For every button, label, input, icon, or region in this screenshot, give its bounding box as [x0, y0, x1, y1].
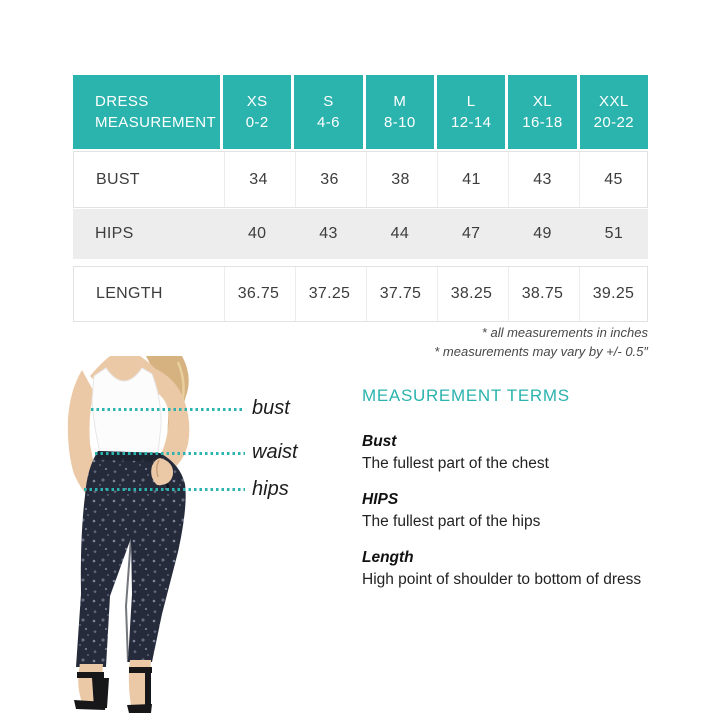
length-xs: 36.75: [224, 267, 292, 321]
header-cell-dress-measurement: [73, 75, 220, 149]
length-l: 38.25: [437, 267, 505, 321]
footnote-units: * all measurements in inches: [481, 325, 648, 340]
table-row-length: [73, 266, 648, 322]
hips-xxl: 51: [604, 225, 624, 242]
size-code: L: [466, 93, 476, 110]
size-table: [73, 75, 648, 322]
size-range: 16-18: [522, 114, 563, 131]
term-bust-definition: The fullest part of the chest: [362, 455, 549, 472]
term-length-definition: High point of shoulder to bottom of dress: [362, 571, 642, 588]
length-s: 37.25: [295, 267, 363, 321]
header-label-line1: DRESS: [95, 93, 149, 110]
header-cell-xl: [508, 75, 576, 149]
measurement-terms-section: [362, 386, 672, 607]
measurement-terms-heading: MEASUREMENT TERMS: [362, 386, 570, 405]
size-range: 0-2: [245, 114, 269, 131]
footnote-tolerance: * measurements may vary by +/- 0.5″: [434, 344, 648, 359]
waist-measurement-line: [95, 452, 245, 455]
row-label-hips: HIPS: [95, 225, 134, 242]
term-hips-name: HIPS: [362, 491, 399, 508]
size-table-header-row: [73, 75, 648, 149]
size-code: XL: [532, 93, 553, 110]
table-row-hips: [73, 209, 648, 259]
hips-measurement-line: [84, 488, 245, 491]
bust-s: 36: [295, 152, 363, 207]
row-label-length: LENGTH: [96, 285, 163, 302]
size-code: S: [323, 93, 334, 110]
bust-xl: 43: [508, 152, 576, 207]
hips-xl: 49: [533, 225, 552, 242]
hips-xs: 40: [247, 225, 267, 242]
bust-m: 38: [366, 152, 434, 207]
header-cell-xxl: [580, 75, 648, 149]
header-cell-m: [366, 75, 434, 149]
bust-xxl: 45: [579, 152, 647, 207]
bust-l: 41: [437, 152, 505, 207]
length-m: 37.75: [366, 267, 434, 321]
size-range: 4-6: [317, 114, 340, 131]
bust-xs: 34: [224, 152, 292, 207]
size-code: M: [393, 93, 407, 110]
size-range: 20-22: [593, 114, 635, 131]
hips-l: 47: [461, 225, 481, 242]
waist-label: waist: [252, 441, 298, 463]
hips-s: 43: [319, 225, 338, 242]
header-cell-l: [437, 75, 505, 149]
term-bust-name: Bust: [362, 433, 397, 450]
header-label-line2: MEASUREMENT: [95, 114, 217, 131]
header-cell-s: [294, 75, 362, 149]
header-cell-xs: [223, 75, 291, 149]
length-xxl: 39.25: [579, 267, 647, 321]
footnotes: [434, 323, 648, 361]
model-pants: [76, 451, 186, 667]
term-hips-definition: The fullest part of the hips: [362, 513, 541, 530]
size-code: XXL: [599, 93, 629, 110]
bust-measurement-line: [91, 408, 245, 411]
hips-m: 44: [390, 225, 410, 242]
size-range: 8-10: [384, 114, 416, 131]
term-length-name: Length: [362, 549, 414, 566]
term-bust: [362, 433, 672, 473]
length-xl: 38.75: [508, 267, 576, 321]
size-range: 12-14: [450, 114, 492, 131]
term-length: [362, 549, 672, 589]
table-row-bust: [73, 151, 648, 208]
term-hips: [362, 491, 672, 531]
size-code: XS: [246, 93, 268, 110]
bust-label: bust: [252, 397, 290, 419]
hips-label: hips: [252, 478, 289, 500]
row-label-bust: BUST: [96, 170, 140, 188]
